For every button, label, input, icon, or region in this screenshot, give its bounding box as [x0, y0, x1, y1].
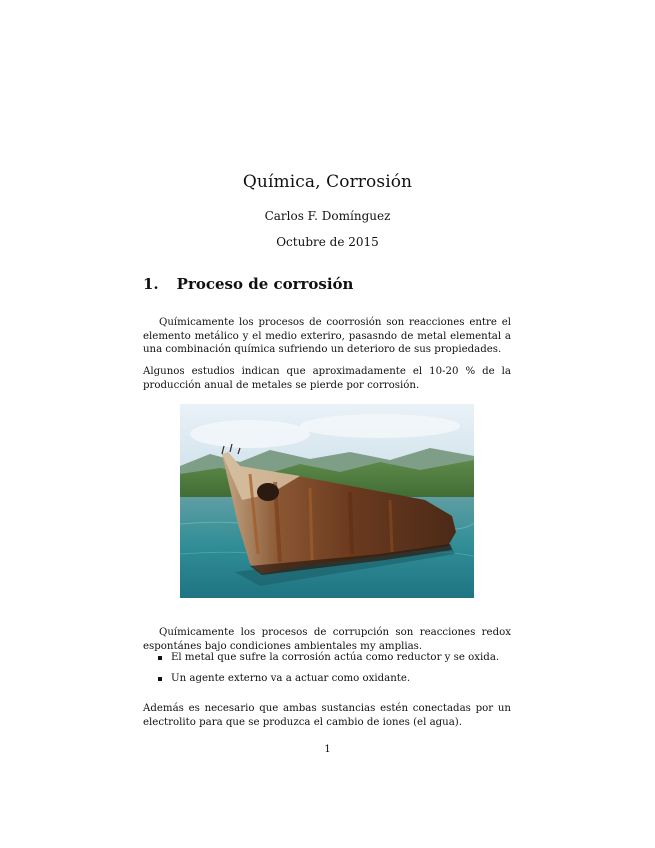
section-number: 1.	[143, 275, 159, 293]
document-title: Química, Corrosión	[242, 172, 413, 192]
list-item-text: El metal que sufre la corrosión actúa como reductor y se oxida.	[171, 652, 500, 663]
document-author: Carlos F. Domínguez	[264, 209, 391, 223]
rusted-shipwreck-image	[180, 404, 474, 598]
paragraph-3: Químicamente los procesos de corrupción son reacciones redox espontánes bajo condiciones ambientales my amplias.	[143, 627, 511, 652]
list-item	[158, 672, 513, 686]
square-bullet-icon	[158, 677, 162, 681]
list-item-text: Un agente externo va a actuar como oxidante.	[171, 672, 411, 684]
page-number: 1	[324, 744, 331, 755]
document-date: Octubre de 2015	[276, 235, 379, 249]
section-title: Proceso de corrosión	[176, 275, 354, 293]
bullet-list	[158, 651, 513, 692]
paragraph-2: Algunos estudios indican que aproximadamente el 10-20 % de la producción anual de metales se pierde por corrosión.	[143, 366, 511, 391]
square-bullet-icon	[158, 656, 162, 660]
paragraph-1: Químicamente los procesos de coorrosión son reacciones entre el elemento metálico y el medio exteriro, pasasndo de metal elemental a una combinación química sufriendo un deterioro de sus propiedades.	[143, 317, 511, 356]
list-item	[158, 651, 513, 665]
shipwreck-figure	[180, 404, 474, 598]
paragraph-4: Además es necesario que ambas sustancias estén conectadas por un electrolito para que se produzca el cambio de iones (el agua).	[143, 703, 511, 728]
section-heading	[143, 275, 353, 293]
